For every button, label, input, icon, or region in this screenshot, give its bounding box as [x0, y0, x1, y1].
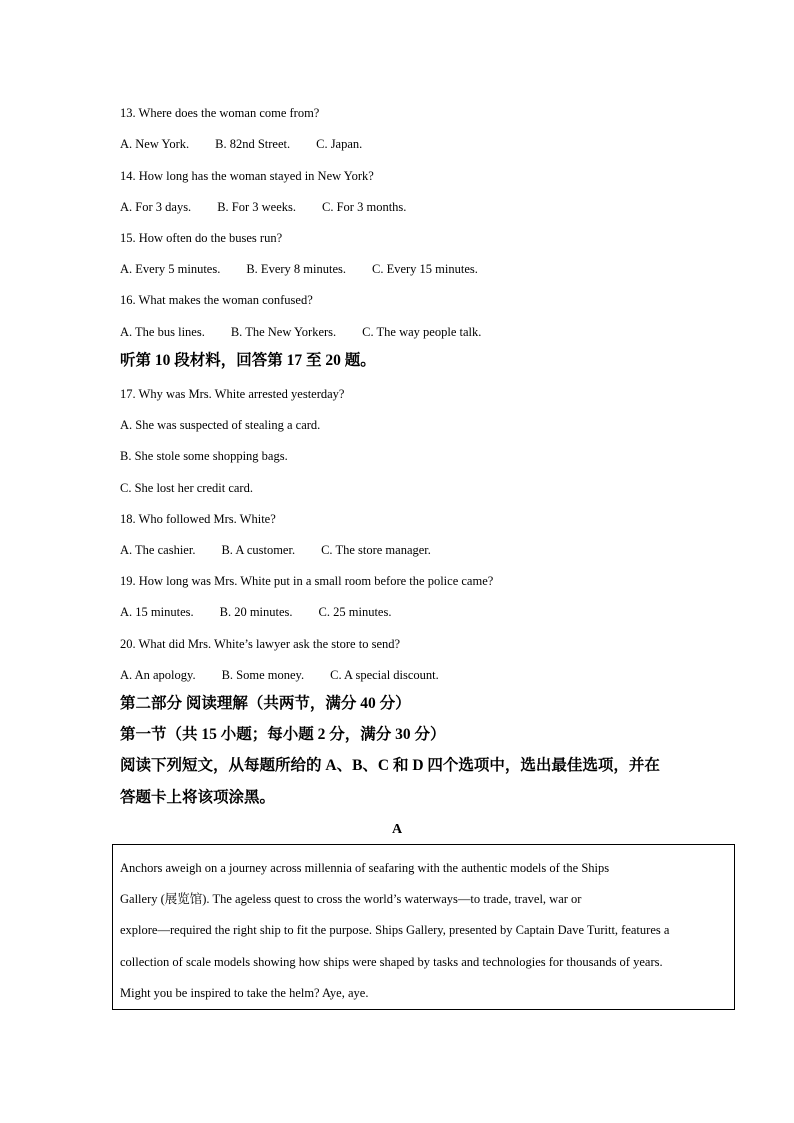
question-20-options	[120, 667, 439, 683]
passage-line: collection of scale models showing how ships were shaped by tasks and technologies for thousands of years.	[120, 955, 663, 969]
option-a: A. For 3 days.	[120, 200, 192, 214]
question-13-options	[120, 136, 362, 152]
option-a: A. Every 5 minutes.	[120, 262, 221, 276]
option-b: B. Every 8 minutes.	[246, 262, 346, 276]
passage-line: Anchors aweigh on a journey across millennia of seafaring with the authentic models of the Ships	[120, 861, 610, 875]
option-b: B. 82nd Street.	[215, 137, 291, 151]
option-a: A. The bus lines.	[120, 325, 205, 339]
question-13: 13. Where does the woman come from?	[120, 106, 320, 120]
passage-box	[112, 844, 735, 1010]
option-c: C. For 3 months.	[322, 200, 407, 214]
passage-line: Gallery (展览馆). The ageless quest to cross the world’s waterways—to trade, travel, war or	[120, 892, 582, 906]
instructions-line-1: 阅读下列短文，从每题所给的 A、B、C 和 D 四个选项中，选出最佳选项，并在	[120, 757, 660, 774]
option-b: B. The New Yorkers.	[230, 325, 337, 339]
option-b: B. 20 minutes.	[219, 605, 293, 619]
passage-line: Might you be inspired to take the helm? Aye, aye.	[120, 986, 369, 1000]
question-15-options	[120, 261, 478, 277]
question-18-options	[120, 542, 431, 558]
option-b: B. Some money.	[221, 668, 305, 682]
option-b: B. A customer.	[221, 543, 296, 557]
option-c: C. Every 15 minutes.	[371, 262, 478, 276]
part-2-heading: 第二部分 阅读理解（共两节，满分 40 分）	[120, 695, 411, 712]
question-17-option-b: B. She stole some shopping bags.	[120, 449, 288, 463]
question-16-options	[120, 324, 481, 340]
question-17-option-a: A. She was suspected of stealing a card.	[120, 418, 321, 432]
option-a: A. 15 minutes.	[120, 605, 194, 619]
instructions-line-2: 答题卡上将该项涂黑。	[120, 789, 276, 806]
option-c: C. The way people talk.	[362, 325, 482, 339]
passage-line: explore—required the right ship to fit the purpose. Ships Gallery, presented by Captain Dave Turitt, features a	[120, 923, 670, 937]
question-19-options	[120, 604, 391, 620]
section-10-heading: 听第 10 段材料，回答第 17 至 20 题。	[120, 352, 376, 369]
question-20: 20. What did Mrs. White’s lawyer ask the store to send?	[120, 637, 401, 651]
question-17-option-c: C. She lost her credit card.	[120, 481, 253, 495]
question-19: 19. How long was Mrs. White put in a small room before the police came?	[120, 574, 494, 588]
section-1-heading: 第一节（共 15 小题；每小题 2 分，满分 30 分）	[120, 726, 446, 743]
question-14: 14. How long has the woman stayed in New York?	[120, 169, 374, 183]
option-c: C. Japan.	[316, 137, 363, 151]
question-17: 17. Why was Mrs. White arrested yesterday?	[120, 387, 345, 401]
option-b: B. For 3 weeks.	[217, 200, 297, 214]
option-a: A. The cashier.	[120, 543, 196, 557]
option-c: C. A special discount.	[330, 668, 439, 682]
question-18: 18. Who followed Mrs. White?	[120, 512, 276, 526]
question-14-options	[120, 199, 406, 215]
option-c: C. The store manager.	[321, 543, 431, 557]
passage-label: A	[391, 822, 403, 837]
option-c: C. 25 minutes.	[318, 605, 392, 619]
option-a: A. New York.	[120, 137, 190, 151]
question-16: 16. What makes the woman confused?	[120, 293, 313, 307]
option-a: A. An apology.	[120, 668, 196, 682]
question-15: 15. How often do the buses run?	[120, 231, 283, 245]
